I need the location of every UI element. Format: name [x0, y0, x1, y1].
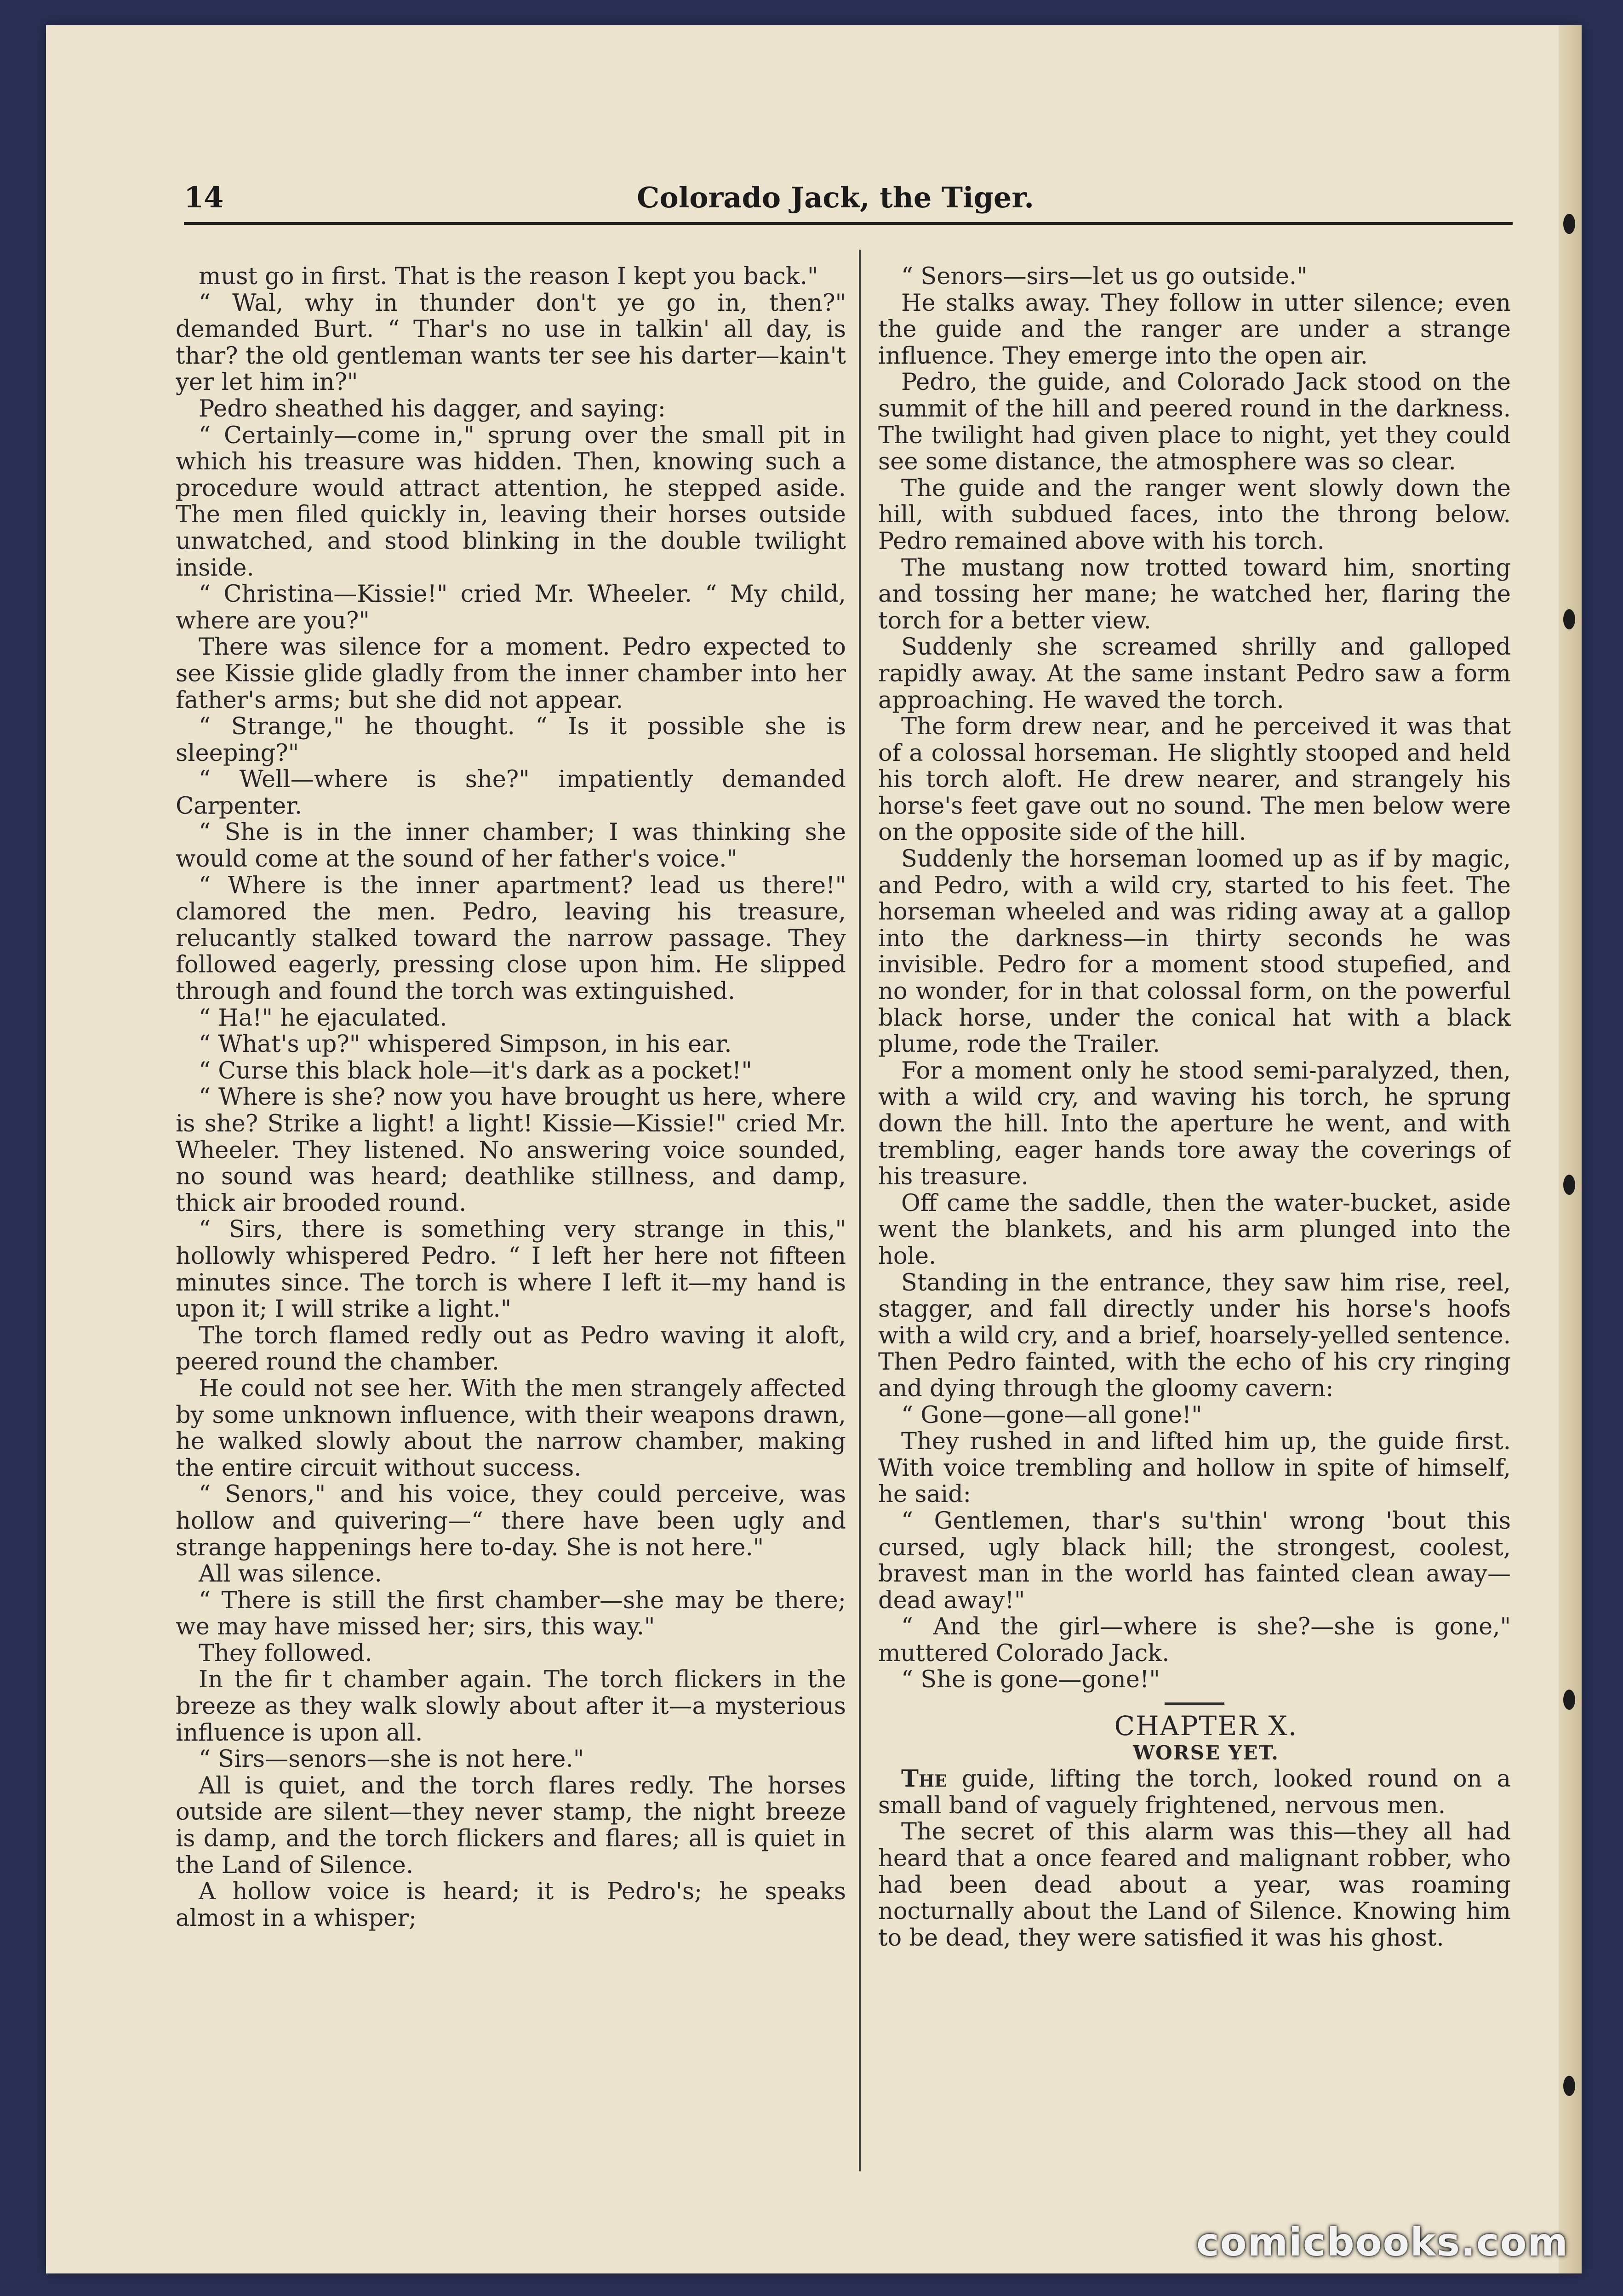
paragraph: The torch flamed redly out as Pedro waving it aloft, peered round the chamber. [176, 1322, 846, 1376]
paragraph: Off came the saddle, then the water-bucket, aside went the blankets, and his arm plunged into the hole. [878, 1189, 1511, 1270]
running-header [184, 181, 1513, 225]
chapter-first-word: The [901, 1765, 947, 1793]
document-page [46, 25, 1582, 2273]
column-divider [859, 250, 861, 2171]
left-column [176, 263, 846, 2206]
paragraph: “ Sirs—senors—she is not here." [199, 1746, 584, 1773]
paragraph: “ There is still the first chamber—she may be there; we may have missed her; sirs, this way." [176, 1587, 846, 1641]
paragraph: “ Christina—Kissie!" cried Mr. Wheeler. “ My child, where are you?" [176, 581, 846, 634]
paragraph: “ Where is she? now you have brought us here, where is she? Strike a light! a light! Kissie—Kissie!" cried Mr. Wheeler. They listened. No answering voice sounded, no sound was heard; deathlike stillness, and damp, thick air brooded round. [176, 1084, 846, 1217]
paragraph: The mustang now trotted toward him, snorting and tossing her mane; he watched her, flaring the torch for a better view. [878, 554, 1511, 634]
paragraph: There was silence for a moment. Pedro expected to see Kissie glide gladly from the inner chamber into her father's arms; but she did not appear. [176, 634, 846, 714]
paragraph: “ Gentlemen, thar's su'thin' wrong 'bout this cursed, ugly black hill; the strongest, coolest, bravest man in the world has fainted clean away—dead away!" [878, 1507, 1511, 1614]
paragraph: He stalks away. They follow in utter silence; even the guide and the ranger are under a strange influence. They emerge into the open air. [878, 289, 1511, 370]
paragraph: Suddenly she screamed shrilly and galloped rapidly away. At the same instant Pedro saw a form approaching. He waved the torch. [878, 634, 1511, 714]
paragraph: All is quiet, and the torch flares redly. The horses outside are silent—they never stamp, the night breeze is damp, and the torch flickers and flares; all is quiet in the Land of Silence. [176, 1772, 846, 1879]
paragraph: They followed. [199, 1639, 372, 1667]
right-column [878, 263, 1511, 2162]
watermark: comicbooks.com [1196, 2220, 1569, 2265]
running-title: Colorado Jack, the Tiger. [637, 181, 1034, 214]
paragraph: “ What's up?" whispered Simpson, in his ear. [199, 1031, 732, 1058]
page-number: 14 [184, 181, 224, 214]
paragraph: Pedro, the guide, and Colorado Jack stood on the summit of the hill and peered round in the darkness. The twilight had given place to night, yet they could see some distance, the atmosphere was so clear. [878, 369, 1511, 476]
paragraph: He could not see her. With the men strangely affected by some unknown influence, with their weapons drawn, he walked slowly about the narrow chamber, making the entire circuit without success. [176, 1375, 846, 1482]
paragraph: For a moment only he stood semi-paralyzed, then, with a wild cry, and waving his torch, he sprung down the hill. Into the aperture he went, and with trembling, eager hands tore away the coverings of his treasure. [878, 1057, 1511, 1191]
paragraph: “ Senors—sirs—let us go outside." [901, 263, 1308, 290]
chapter-heading: CHAPTER X. [1114, 1710, 1298, 1742]
paragraph: “ Strange," he thought. “ Is it possible she is sleeping?" [176, 713, 846, 767]
binding-stitch [1563, 1690, 1575, 1710]
paragraph: “ Where is the inner apartment? lead us there!" clamored the men. Pedro, leaving his treasure, relucantly stalked toward the narrow passage. They followed eagerly, pressing close upon him. He slipped through and found the torch was extinguished. [176, 872, 846, 1005]
paragraph: must go in first. That is the reason I kept you back." [199, 263, 818, 290]
chapter-paragraphs [878, 1766, 1511, 1951]
paragraph: In the fir t chamber again. The torch flickers in the breeze as they walk slowly about after it—a mysterious influence is upon all. [176, 1666, 846, 1747]
paragraph: “ Curse this black hole—it's dark as a pocket!" [199, 1057, 752, 1085]
paragraph: “ Certainly—come in," sprung over the small pit in which his treasure was hidden. Then, knowing such a procedure would attract attention, he stepped aside. The men filed quickly in, leaving their horses outside unwatched, and stood blinking in the double twilight inside. [176, 422, 846, 582]
paragraph: The secret of this alarm was this—they all had heard that a once feared and malignant robber, who had been dead about a year, was roaming nocturnally about the Land of Silence. Knowing him to be dead, they were satisfied it was his ghost. [878, 1818, 1511, 1952]
page-gutter [1559, 25, 1582, 2273]
binding-stitch [1563, 214, 1575, 234]
paragraph: Suddenly the horseman loomed up as if by magic, and Pedro, with a wild cry, started to his feet. The horseman wheeled and was riding away at a gallop into the darkness—in thirty seconds he was invisible. Pedro for a moment stood stupefied, and no wonder, for in that colossal form, on the powerful black horse, under the conical hat with a black plume, rode the Trailer. [878, 845, 1511, 1058]
paragraph: Pedro sheathed his dagger, and saying: [199, 395, 666, 423]
paragraph: “ Ha!" he ejaculated. [199, 1004, 447, 1032]
binding-stitch [1563, 609, 1575, 629]
paragraph: Standing in the entrance, they saw him rise, reel, stagger, and fall directly under his horse's hoofs with a wild cry, and a brief, hoarsely-yelled sentence. Then Pedro fainted, with the echo of his cry ringing and dying through the gloomy cavern: [878, 1269, 1511, 1402]
paragraph: They rushed in and lifted him up, the guide first. With voice trembling and hollow in spite of himself, he said: [878, 1428, 1511, 1508]
paragraph: The form drew near, and he perceived it was that of a colossal horseman. He slightly stooped and held his torch aloft. He drew nearer, and strangely his horse's feet gave out no sound. The men below were on the opposite side of the hill. [878, 713, 1511, 846]
paragraph [878, 1766, 1511, 1819]
paragraph: “ Sirs, there is something very strange in this," hollowly whispered Pedro. “ I left her here not fifteen minutes since. The torch is where I left it—my hand is upon it; I will strike a light." [176, 1216, 846, 1323]
paragraph: The guide and the ranger went slowly down the hill, with subdued faces, into the throng below. Pedro remained above with his torch. [878, 474, 1511, 555]
chapter-subheading: WORSE YET. [1132, 1741, 1280, 1764]
binding-stitch [1563, 1175, 1575, 1195]
paragraph-text: guide, lifting the torch, looked round on a small band of vaguely frightened, nervous men. [878, 1765, 1511, 1819]
paragraph: “ Wal, why in thunder don't ye go in, then?" demanded Burt. “ Thar's no use in talkin' all day, is thar? the old gentleman wants ter see his darter—kain't yer let him in?" [176, 289, 846, 396]
paragraph: “ She is gone—gone!" [901, 1666, 1160, 1694]
paragraph: All was silence. [199, 1560, 382, 1588]
paragraph: “ And the girl—where is she?—she is gone," muttered Colorado Jack. [878, 1613, 1511, 1667]
paragraph: “ Senors," and his voice, they could perceive, was hollow and quivering—“ there have been ugly and strange happenings here to-day. She is not here." [176, 1481, 846, 1561]
chapter-divider [1165, 1702, 1224, 1705]
binding-stitch [1563, 2076, 1575, 2096]
paragraph: “ Gone—gone—all gone!" [901, 1401, 1202, 1429]
right-column-paragraphs [878, 263, 1511, 1693]
paragraph: “ Well—where is she?" impatiently demanded Carpenter. [176, 766, 846, 820]
paragraph: “ She is in the inner chamber; I was thinking she would come at the sound of her father's voice." [176, 819, 846, 873]
paragraph: A hollow voice is heard; it is Pedro's; he speaks almost in a whisper; [176, 1878, 846, 1932]
